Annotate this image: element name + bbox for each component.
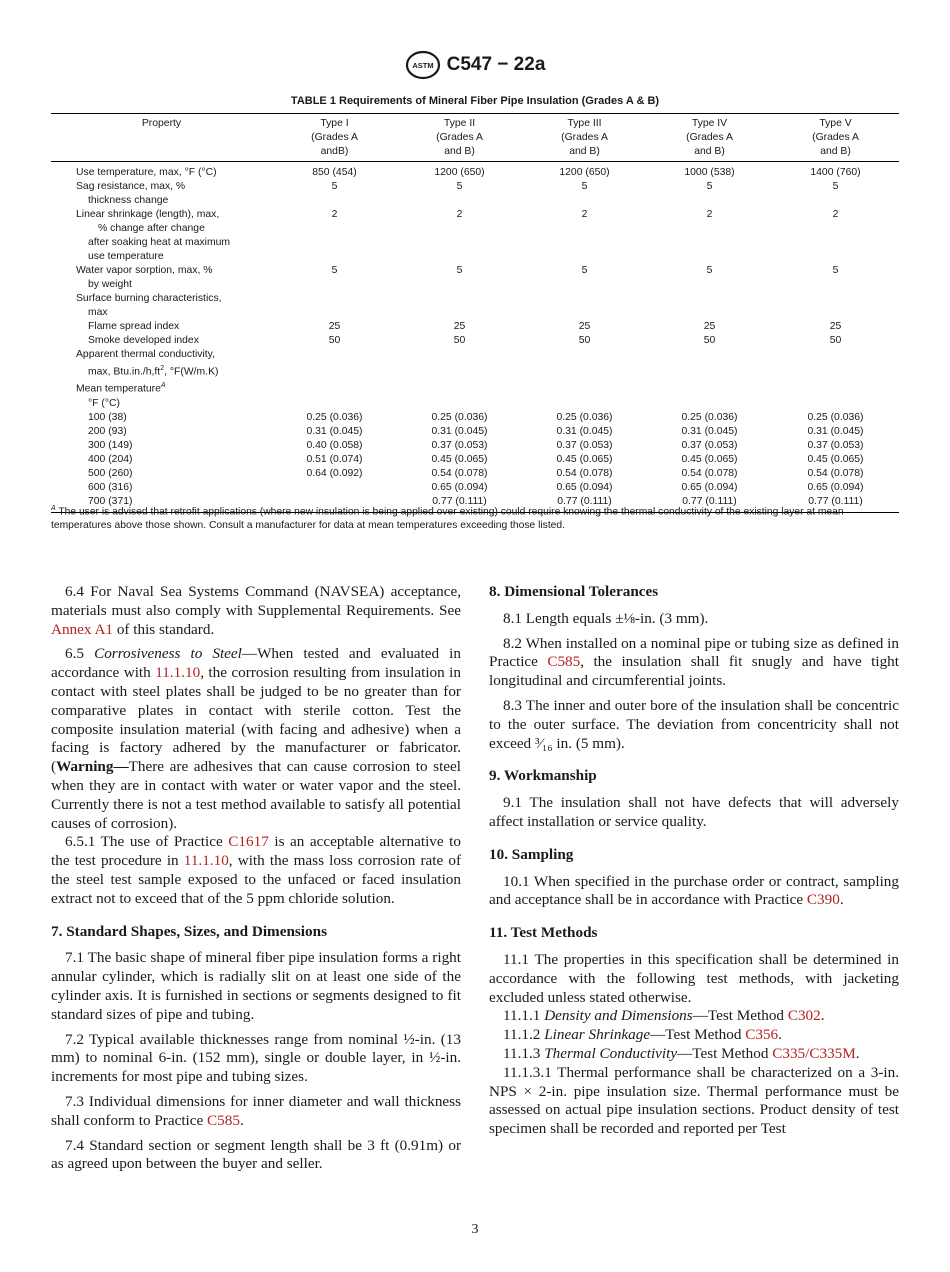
column-header-type-1: Type I (Grades A andB) <box>311 118 358 157</box>
paragraph-7-2: 7.2 Typical available thicknesses range from nominal ½-in. (13 mm) to nominal 6-in. (152 mm), single or double layer, in ½-in. increments for most pipe and tubing sizes. <box>51 1030 461 1086</box>
paragraph-10-1: 10.1 When specified in the purchase order or contract, sampling and acceptance shall be in accordance with Practice C390. <box>489 872 899 909</box>
link-c335-c335m[interactable]: C335/C335M <box>772 1044 856 1062</box>
column-header-type-2: Type II (Grades A and B) <box>436 118 483 157</box>
link-annex-a1[interactable]: Annex A1 <box>51 620 114 638</box>
link-c1617[interactable]: C1617 <box>228 833 269 851</box>
paragraph-11-1: 11.1 The properties in this specification shall be determined in accordance with the following test methods, with jacketing excluded unless stated otherwise. <box>489 950 899 1006</box>
paragraph-7-1: 7.1 The basic shape of mineral fiber pipe insulation forms a right annular cylinder, which is radially slit on at least one side of the cylinder axis. It is furnished in sections or segments designed to fit standard sizes of pipe and tubing. <box>51 949 461 1023</box>
heading-section-7: 7. Standard Shapes, Sizes, and Dimensions <box>51 922 327 940</box>
link-c390[interactable]: C390 <box>806 891 840 909</box>
right-column <box>489 583 899 1139</box>
document-designation: C547 − 22a <box>446 54 546 75</box>
table-title: TABLE 1 Requirements of Mineral Fiber Pipe Insulation (Grades A & B) <box>290 95 660 107</box>
heading-section-10: 10. Sampling <box>489 845 574 863</box>
paragraph-7-3: 7.3 Individual dimensions for inner diameter and wall thickness shall conform to Practice C585. <box>51 1092 461 1129</box>
paragraph-6-4: 6.4 For Naval Sea Systems Command (NAVSEA) acceptance, materials must also comply with Supplemental Requirements. See Annex A1 of this standard. <box>51 583 461 638</box>
table-row-thermal-conductivity: Apparent thermal conductivity, max, $Btu.in./h,ft^2$, °F(W/m.K) <box>76 349 219 378</box>
table-footnote: $^A$ The user is advised that retrofit applications (where new insulation is being applied over existing) could require knowing the thermal conductivity of the existing layer at mean temperatures above those shown. Consult a manufacturer for data at mean temperatures exceeding those listed. <box>51 505 844 532</box>
heading-section-11: 11. Test Methods <box>489 924 598 942</box>
link-11-1-10[interactable]: 11.1.10 <box>183 852 229 870</box>
requirements-table <box>51 113 899 513</box>
page-number: 3 <box>471 1222 479 1237</box>
table-row-water-vapor-sorption: Water vapor sorption, max, % by weight 5 5 5 5 5 <box>76 265 839 290</box>
astm-logo-icon <box>405 50 441 80</box>
page-header <box>0 50 950 86</box>
table-header-row <box>51 114 899 162</box>
table-row-surface-burning: Surface burning characteristics, max <box>76 293 222 318</box>
paragraph-6-5: 6.5 Corrosiveness to Steel—When tested and evaluated in accordance with 11.1.10, the corrosion resulting from insulation in contact with steel plates shall be judged to be no greater than for comparative plates in contact with sterile cotton. Test the composite insulation material (with facing and adhesive) when a facing is factory adhered by the manufacturer or fabricator. (Warning—There are adhesives that can cause corrosion to steel when they are in contact with water or water vapor and the steel. Currently there is not a test method available to satisfy all potential causes of corrosion). <box>51 645 461 832</box>
table-row-k-700: 700 (371) 0.77 (0.111) 0.77 (0.111) 0.77 (0.111) 0.77 (0.111) <box>88 495 863 507</box>
column-header-type-4: Type IV (Grades A and B) <box>686 118 733 157</box>
paragraph-8-1: 8.1 Length equals ±⅛-in. (3 mm). <box>503 609 709 627</box>
table-row-linear-shrinkage: Linear shrinkage (length), max, % change after change after soaking heat at maximum use temperature 2 2 2 2 2 <box>76 209 839 262</box>
table-row-k-400: 400 (204) 0.51 (0.074) 0.45 (0.065) 0.45 (0.065) 0.45 (0.065) 0.45 (0.065) <box>88 453 864 465</box>
link-11-1-10[interactable]: 11.1.10 <box>155 664 201 682</box>
paragraph-11-1-3: 11.1.3 Thermal Conductivity—Test Method C335/C335M. <box>503 1044 860 1062</box>
paragraph-11-1-2: 11.1.2 Linear Shrinkage—Test Method C356. <box>503 1026 782 1044</box>
left-column <box>51 583 461 1180</box>
table-row-flame-spread: Flame spread index 25 25 25 25 25 <box>88 321 842 332</box>
link-c302[interactable]: C302 <box>787 1007 821 1025</box>
heading-section-9: 9. Workmanship <box>489 767 597 785</box>
table-row-k-100: 100 (38) 0.25 (0.036) 0.25 (0.036) 0.25 (0.036) 0.25 (0.036) 0.25 (0.036) <box>88 411 864 423</box>
table-row-sag-resistance: Sag resistance, max, % thickness change 5 5 5 5 5 <box>76 181 839 206</box>
paragraph-9-1: 9.1 The insulation shall not have defects that will adversely affect installation or service quality. <box>489 794 899 830</box>
table-row-k-300: 300 (149) 0.40 (0.058) 0.37 (0.053) 0.37 (0.053) 0.37 (0.053) 0.37 (0.053) <box>88 439 864 451</box>
column-header-type-3: Type III (Grades A and B) <box>561 118 608 157</box>
paragraph-11-1-1: 11.1.1 Density and Dimensions—Test Method C302. <box>503 1007 825 1025</box>
table-row-smoke-developed: Smoke developed index 50 50 50 50 50 <box>88 335 842 346</box>
paragraph-6-5-1: 6.5.1 The use of Practice C1617 is an acceptable alternative to the test procedure in 11.1.10, with the mass loss corrosion rate of the steel test sample exposed to the unfaced or faced insulation extract not to exceed that of the 5 ppm chloride solution. <box>51 833 462 907</box>
logo-text: ASTM <box>411 61 434 70</box>
column-header-type-5: Type V (Grades A and B) <box>812 118 859 157</box>
heading-section-8: 8. Dimensional Tolerances <box>489 583 659 600</box>
table-row-k-200: 200 (93) 0.31 (0.045) 0.31 (0.045) 0.31 (0.045) 0.31 (0.045) 0.31 (0.045) <box>88 425 864 437</box>
table-row-mean-temperature: Mean temperature$^A$ °F (°C) <box>76 382 166 409</box>
paragraph-8-2: 8.2 When installed on a nominal pipe or tubing size as defined in Practice C585, the insulation shall fit snugly and have tight longitudinal and circumferential joints. <box>489 634 899 690</box>
paragraph-7-4: 7.4 Standard section or segment length shall be 3 ft (0.91m) or as agreed upon between the buyer and seller. <box>51 1136 461 1173</box>
paragraph-8-3: 8.3 The inner and outer bore of the insulation shall be concentric to the outer surface. The deviation from concentricity shall not exceed ³⁄₁₆ in. (5 mm). <box>489 696 899 752</box>
link-c585[interactable]: C585 <box>207 1111 240 1129</box>
link-c356[interactable]: C356 <box>745 1026 779 1044</box>
paragraph-11-1-3-1: 11.1.3.1 Thermal performance shall be characterized on a 3-in. NPS × 2-in. pipe insulation size. Thermal performance must be assessed on actual pipe insulation sections. Product density of test specimen shall be recorded and reported per Test <box>489 1063 899 1138</box>
link-c585[interactable]: C585 <box>547 653 581 671</box>
table-row-use-temperature: Use temperature, max, °F (°C) 850 (454) 1200 (650) 1200 (650) 1000 (538) 1400 (760) <box>76 167 861 178</box>
column-header-property: Property <box>141 118 182 129</box>
table-row-k-600: 600 (316) 0.65 (0.094) 0.65 (0.094) 0.65 (0.094) 0.65 (0.094) <box>88 481 864 493</box>
table-row-k-500: 500 (260) 0.64 (0.092) 0.54 (0.078) 0.54 (0.078) 0.54 (0.078) 0.54 (0.078) <box>88 467 864 479</box>
